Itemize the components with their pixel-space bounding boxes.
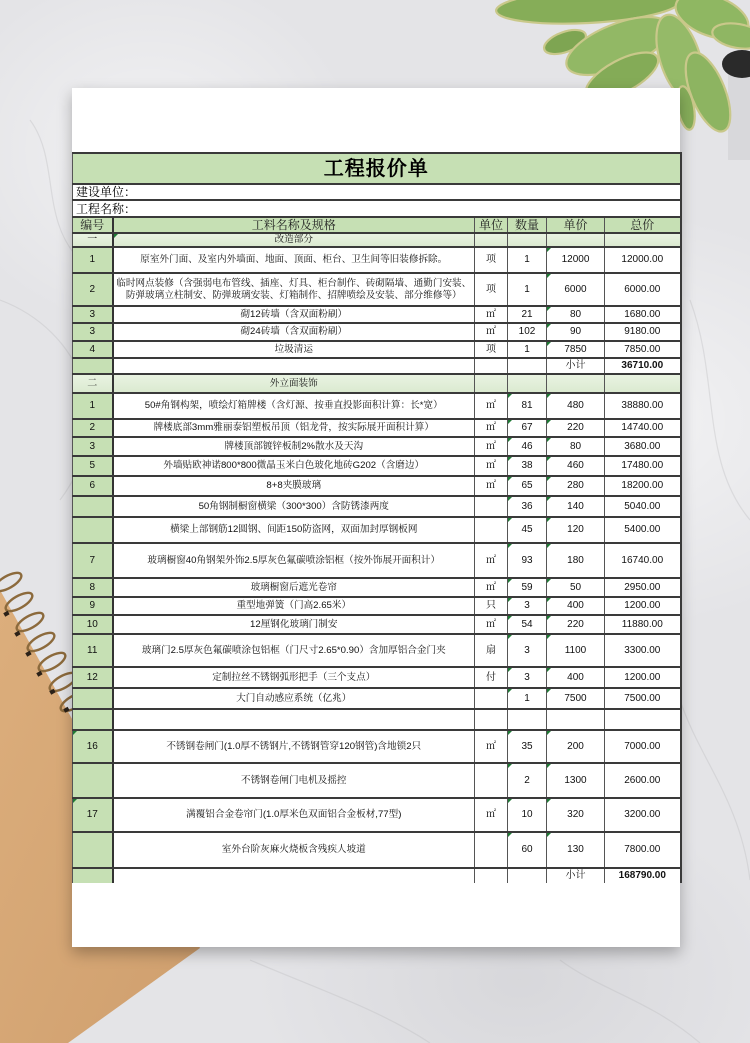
cell-qty	[508, 358, 547, 374]
cell-total: 7800.00	[605, 832, 681, 868]
subtotal-value: 36710.00	[605, 358, 681, 374]
cell-price: 480	[547, 393, 605, 419]
cell-no: 11	[73, 634, 113, 667]
cell-no: 一	[73, 233, 113, 247]
cell-name: 玻璃橱窗40角钢架外饰2.5厚灰色氟碳喷涂铝框（按外饰展开面积计）	[113, 543, 475, 578]
cell-unit	[475, 763, 508, 798]
table-row	[73, 578, 681, 597]
cell-no: 10	[73, 615, 113, 634]
subtotal-label: 小计	[547, 358, 605, 374]
cell-price: 400	[547, 667, 605, 688]
header-price: 单价	[547, 217, 605, 233]
cell-name: 玻璃门2.5厚灰色氟碳喷涂包铝框（门尺寸2.65*0.90）含加厚铝合金门夹	[113, 634, 475, 667]
cell-unit: 项	[475, 341, 508, 358]
cell-price	[547, 374, 605, 393]
page-title: 工程报价单	[73, 153, 681, 184]
cell-no: 4	[73, 341, 113, 358]
client-label: 建设单位：	[73, 184, 681, 200]
cell-price: 320	[547, 798, 605, 832]
table-row	[73, 247, 681, 273]
cell-price: 12000	[547, 247, 605, 273]
cell-name: 横梁上部钢筋12圆钢、间距150防盗网，双面加封厚钢板网	[113, 517, 475, 543]
cell-qty: 60	[508, 832, 547, 868]
cell-no: 6	[73, 476, 113, 496]
header-qty: 数量	[508, 217, 547, 233]
cell-name	[113, 358, 475, 374]
table-row	[73, 273, 681, 306]
table-row	[73, 306, 681, 323]
cell-price	[547, 233, 605, 247]
cell-qty: 3	[508, 597, 547, 615]
cell-price: 6000	[547, 273, 605, 306]
cell-unit: 项	[475, 247, 508, 273]
cell-qty: 59	[508, 578, 547, 597]
cell-total: 1680.00	[605, 306, 681, 323]
table-row	[73, 476, 681, 496]
table-row	[73, 393, 681, 419]
cell-name: 临时网点装修（含强弱电布管线、插座、灯具、柜台制作、砖砌隔墙、通勤门安装、防弹玻璃立柱制安、防弹玻璃安装、灯箱制作、招牌喷绘及安装、部分维修等）	[113, 273, 475, 306]
cell-name: 大门自动感应系统（亿兆）	[113, 688, 475, 709]
cell-qty	[508, 233, 547, 247]
cell-unit	[475, 832, 508, 868]
header-name: 工料名称及规格	[113, 217, 475, 233]
cell-no: 8	[73, 578, 113, 597]
cell-unit	[475, 374, 508, 393]
cell-unit: 项	[475, 273, 508, 306]
cell-no: 2	[73, 419, 113, 437]
cell-qty: 46	[508, 437, 547, 456]
cell-price: 1100	[547, 634, 605, 667]
cell-name: 外立面装饰	[113, 374, 475, 393]
cell-price: 460	[547, 456, 605, 476]
cell-total: 14740.00	[605, 419, 681, 437]
cell-name: 玻璃橱窗后遮光卷帘	[113, 578, 475, 597]
cell-price: 80	[547, 437, 605, 456]
cell-name: 砌12砖墙（含双面粉刷）	[113, 306, 475, 323]
cell-total: 17480.00	[605, 456, 681, 476]
cell-total: 9180.00	[605, 323, 681, 341]
cell-name: 重型地弹簧（门高2.65米）	[113, 597, 475, 615]
cell-total: 5400.00	[605, 517, 681, 543]
cell-price: 180	[547, 543, 605, 578]
cell-total: 1200.00	[605, 667, 681, 688]
subtotal-row	[73, 358, 681, 374]
cell-price: 200	[547, 730, 605, 763]
cell-name: 垃圾清运	[113, 341, 475, 358]
cell-qty: 1	[508, 688, 547, 709]
cell-no: 3	[73, 323, 113, 341]
project-row	[73, 200, 681, 217]
cell-name: 满覆铝合金卷帘门(1.0厚米色双面铝合金板材,77型)	[113, 798, 475, 832]
cell-price	[547, 709, 605, 730]
table-row	[73, 709, 681, 730]
cell-price: 1300	[547, 763, 605, 798]
cell-total: 6000.00	[605, 273, 681, 306]
cell-no: 17	[73, 798, 113, 832]
cell-name	[113, 709, 475, 730]
subtotal-label: 小计	[547, 868, 605, 883]
cell-no: 16	[73, 730, 113, 763]
cell-no: 1	[73, 393, 113, 419]
cell-unit	[475, 233, 508, 247]
cell-qty: 21	[508, 306, 547, 323]
table-row	[73, 323, 681, 341]
cell-total: 38880.00	[605, 393, 681, 419]
cell-unit: ㎡	[475, 437, 508, 456]
cell-price: 80	[547, 306, 605, 323]
cell-no: 3	[73, 306, 113, 323]
table-row	[73, 763, 681, 798]
cell-total: 2950.00	[605, 578, 681, 597]
header-total: 总价	[605, 217, 681, 233]
cell-price: 7500	[547, 688, 605, 709]
section-row	[73, 233, 681, 247]
cell-unit: 付	[475, 667, 508, 688]
cell-qty: 2	[508, 763, 547, 798]
cell-price: 7850	[547, 341, 605, 358]
cell-qty: 1	[508, 247, 547, 273]
cell-qty: 10	[508, 798, 547, 832]
cell-name: 外墙贴欧神诺800*800微晶玉米白色玻化地砖G202（含磨边）	[113, 456, 475, 476]
cell-qty: 1	[508, 273, 547, 306]
cell-unit: 只	[475, 597, 508, 615]
table-row	[73, 688, 681, 709]
cell-no	[73, 868, 113, 883]
table-row	[73, 798, 681, 832]
project-label: 工程名称：	[73, 200, 681, 217]
cell-no	[73, 496, 113, 517]
cell-name	[113, 868, 475, 883]
cell-total: 16740.00	[605, 543, 681, 578]
cell-no	[73, 688, 113, 709]
cell-total: 3200.00	[605, 798, 681, 832]
cell-price: 140	[547, 496, 605, 517]
cell-total: 2600.00	[605, 763, 681, 798]
cell-unit: ㎡	[475, 456, 508, 476]
cell-unit: ㎡	[475, 798, 508, 832]
table-row	[73, 730, 681, 763]
cell-unit	[475, 517, 508, 543]
table-row	[73, 615, 681, 634]
cell-price: 50	[547, 578, 605, 597]
header-row	[73, 217, 681, 233]
cell-unit	[475, 496, 508, 517]
cell-qty: 36	[508, 496, 547, 517]
cell-qty: 65	[508, 476, 547, 496]
cell-total: 7000.00	[605, 730, 681, 763]
cell-no	[73, 517, 113, 543]
cell-qty: 3	[508, 667, 547, 688]
cell-no	[73, 832, 113, 868]
cell-price: 280	[547, 476, 605, 496]
cell-price: 90	[547, 323, 605, 341]
cell-total: 1200.00	[605, 597, 681, 615]
cell-qty: 38	[508, 456, 547, 476]
cell-qty: 35	[508, 730, 547, 763]
cell-no: 9	[73, 597, 113, 615]
table-row	[73, 543, 681, 578]
quotation-table	[72, 152, 682, 883]
cell-total: 11880.00	[605, 615, 681, 634]
table-row	[73, 496, 681, 517]
table-row	[73, 634, 681, 667]
cell-no: 1	[73, 247, 113, 273]
cell-name: 12厘钢化玻璃门制安	[113, 615, 475, 634]
header-no: 编号	[73, 217, 113, 233]
cell-no: 5	[73, 456, 113, 476]
cell-unit: ㎡	[475, 306, 508, 323]
table-row	[73, 832, 681, 868]
cell-qty: 45	[508, 517, 547, 543]
table-row	[73, 419, 681, 437]
cell-name: 定制拉丝不锈钢弧形把手（三个支点）	[113, 667, 475, 688]
section-row	[73, 374, 681, 393]
cell-qty: 102	[508, 323, 547, 341]
header-unit: 单位	[475, 217, 508, 233]
cell-price: 130	[547, 832, 605, 868]
cell-unit	[475, 688, 508, 709]
cell-total: 12000.00	[605, 247, 681, 273]
cell-unit: ㎡	[475, 323, 508, 341]
table-row	[73, 517, 681, 543]
cell-no: 3	[73, 437, 113, 456]
cell-no: 二	[73, 374, 113, 393]
cell-total: 7850.00	[605, 341, 681, 358]
table-row	[73, 667, 681, 688]
cell-unit: 扇	[475, 634, 508, 667]
cell-name: 改造部分	[113, 233, 475, 247]
cell-no: 12	[73, 667, 113, 688]
cell-name: 牌楼底部3mm雅丽泰铝塑板吊顶（铝龙骨，按实际展开面积计算）	[113, 419, 475, 437]
cell-qty: 81	[508, 393, 547, 419]
cell-unit: ㎡	[475, 419, 508, 437]
cell-name: 砌24砖墙（含双面粉刷）	[113, 323, 475, 341]
cell-total	[605, 374, 681, 393]
title-row	[73, 153, 681, 184]
client-row	[73, 184, 681, 200]
cell-qty: 3	[508, 634, 547, 667]
cell-qty: 54	[508, 615, 547, 634]
table-row	[73, 456, 681, 476]
cell-name: 8+8夹膜玻璃	[113, 476, 475, 496]
cell-price: 120	[547, 517, 605, 543]
subtotal-value: 168790.00	[605, 868, 681, 883]
cell-total: 18200.00	[605, 476, 681, 496]
cell-unit	[475, 358, 508, 374]
cell-total: 7500.00	[605, 688, 681, 709]
cell-name: 原室外门面、及室内外墙面、地面、顶面、柜台、卫生间等旧装修拆除。	[113, 247, 475, 273]
table-row	[73, 341, 681, 358]
cell-price: 220	[547, 419, 605, 437]
cell-price: 220	[547, 615, 605, 634]
cell-total	[605, 709, 681, 730]
cell-name: 50#角钢构架，喷绘灯箱牌楼（含灯源、按垂直投影面积计算：长*宽）	[113, 393, 475, 419]
cell-total: 5040.00	[605, 496, 681, 517]
cell-qty: 67	[508, 419, 547, 437]
cell-no	[73, 358, 113, 374]
cell-total: 3300.00	[605, 634, 681, 667]
cell-no	[73, 709, 113, 730]
cell-name: 室外台阶灰麻火烧板含残疾人坡道	[113, 832, 475, 868]
cell-price: 400	[547, 597, 605, 615]
cell-unit: ㎡	[475, 615, 508, 634]
cell-total	[605, 233, 681, 247]
cell-no: 2	[73, 273, 113, 306]
cell-unit: ㎡	[475, 393, 508, 419]
cell-unit: ㎡	[475, 476, 508, 496]
cell-no	[73, 763, 113, 798]
cell-qty: 93	[508, 543, 547, 578]
cell-unit: ㎡	[475, 543, 508, 578]
cell-unit	[475, 868, 508, 883]
cell-name: 不锈钢卷闸门(1.0厚不锈钢片,不锈钢管穿120钢管)含地锁2只	[113, 730, 475, 763]
cell-no: 7	[73, 543, 113, 578]
cell-name: 牌楼顶部镀锌板制2%散水及天沟	[113, 437, 475, 456]
cell-name: 不锈钢卷闸门电机及摇控	[113, 763, 475, 798]
cell-name: 50角钢制橱窗横梁（300*300）含防锈漆两度	[113, 496, 475, 517]
cell-unit: ㎡	[475, 730, 508, 763]
table-row	[73, 597, 681, 615]
cell-qty	[508, 709, 547, 730]
cell-qty	[508, 374, 547, 393]
subtotal-row	[73, 868, 681, 883]
cell-qty: 1	[508, 341, 547, 358]
cell-unit	[475, 709, 508, 730]
cell-qty	[508, 868, 547, 883]
cell-unit: ㎡	[475, 578, 508, 597]
table-row	[73, 437, 681, 456]
cell-total: 3680.00	[605, 437, 681, 456]
